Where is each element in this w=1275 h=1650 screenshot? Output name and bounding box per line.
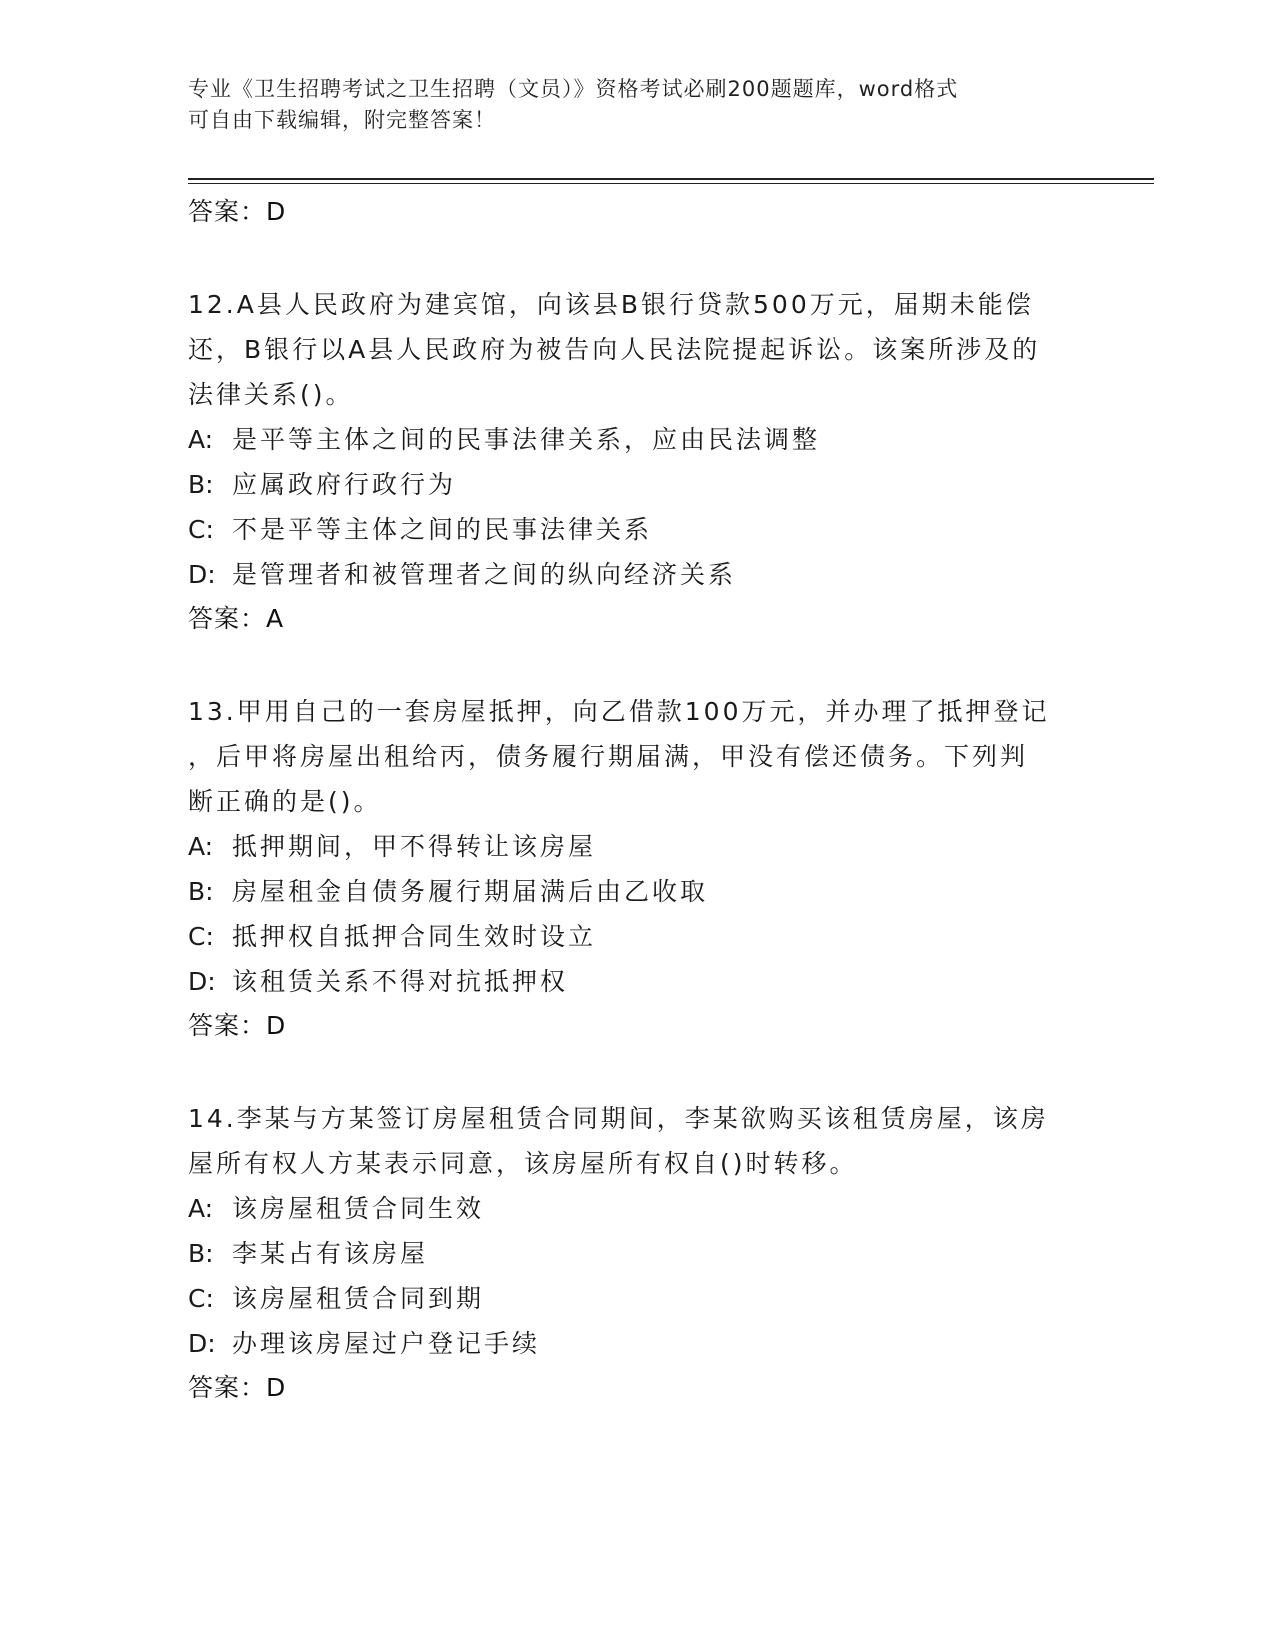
question-text-line: ，后甲将房屋出租给丙，债务履行期届满，甲没有偿还债务。下列判 [188, 742, 1029, 771]
question-12 [188, 282, 1088, 641]
option-key: A: [188, 425, 214, 454]
option-key: C: [188, 1284, 214, 1313]
option-b [188, 462, 1088, 507]
question-text-line: 还，B银行以A县人民政府为被告向人民法院提起诉讼。该案所涉及的 [188, 335, 1041, 364]
option-c [188, 507, 1088, 552]
option-key: B: [188, 877, 214, 906]
question-text-line: 断正确的是()。 [188, 787, 382, 816]
option-text: 李某占有该房屋 [232, 1239, 429, 1268]
answer-line: 答案：A [188, 604, 285, 633]
option-key: A: [188, 1194, 214, 1223]
option-key: C: [188, 515, 214, 544]
header-divider-thick [188, 178, 1154, 180]
answer-line: 答案：D [188, 1373, 287, 1402]
answer-line: 答案：D [188, 1011, 287, 1040]
option-key: A: [188, 832, 214, 861]
option-key: B: [188, 470, 214, 499]
header-line-2: 可自由下载编辑，附完整答案！ [188, 108, 496, 132]
question-text-line: 法律关系()。 [188, 380, 354, 409]
header-divider-thin [188, 183, 1154, 184]
option-b [188, 869, 1088, 914]
option-c [188, 914, 1088, 959]
option-text: 是管理者和被管理者之间的纵向经济关系 [232, 560, 737, 589]
option-text: 是平等主体之间的民事法律关系，应由民法调整 [232, 425, 821, 454]
option-text: 该房屋租赁合同到期 [232, 1284, 485, 1313]
option-key: D: [188, 967, 216, 996]
option-key: D: [188, 560, 216, 589]
question-text-line: 14.李某与方某签订房屋租赁合同期间，李某欲购买该租赁房屋，该房 [188, 1104, 1049, 1133]
option-d [188, 552, 1088, 597]
header-line-1: 专业《卫生招聘考试之卫生招聘（文员）》资格考试必刷200题题库，word格式 [188, 77, 959, 101]
question-text-line: 屋所有权人方某表示同意，该房屋所有权自()时转移。 [188, 1149, 858, 1178]
option-d [188, 1321, 1088, 1366]
option-a [188, 1186, 1088, 1231]
option-key: B: [188, 1239, 214, 1268]
question-text-line: 12.A县人民政府为建宾馆，向该县B银行贷款500万元，届期未能偿 [188, 290, 1034, 319]
question-13 [188, 689, 1088, 1048]
option-b [188, 1231, 1088, 1276]
option-c [188, 1276, 1088, 1321]
question-list [188, 190, 1088, 1410]
option-text: 房屋租金自债务履行期届满后由乙收取 [232, 877, 709, 906]
option-text: 该租赁关系不得对抗抵押权 [232, 967, 569, 996]
option-text: 该房屋租赁合同生效 [232, 1194, 485, 1223]
previous-answer: 答案：D [188, 197, 287, 226]
option-text: 办理该房屋过户登记手续 [232, 1329, 541, 1358]
option-key: D: [188, 1329, 216, 1358]
option-key: C: [188, 922, 214, 951]
option-a [188, 824, 1088, 869]
option-d [188, 959, 1088, 1004]
page-header [188, 74, 1068, 136]
option-text: 应属政府行政行为 [232, 470, 457, 499]
question-14 [188, 1096, 1088, 1410]
option-text: 抵押期间，甲不得转让该房屋 [232, 832, 597, 861]
option-text: 抵押权自抵押合同生效时设立 [232, 922, 597, 951]
option-a [188, 417, 1088, 462]
option-text: 不是平等主体之间的民事法律关系 [232, 515, 653, 544]
question-text-line: 13.甲用自己的一套房屋抵押，向乙借款100万元，并办理了抵押登记 [188, 697, 1050, 726]
